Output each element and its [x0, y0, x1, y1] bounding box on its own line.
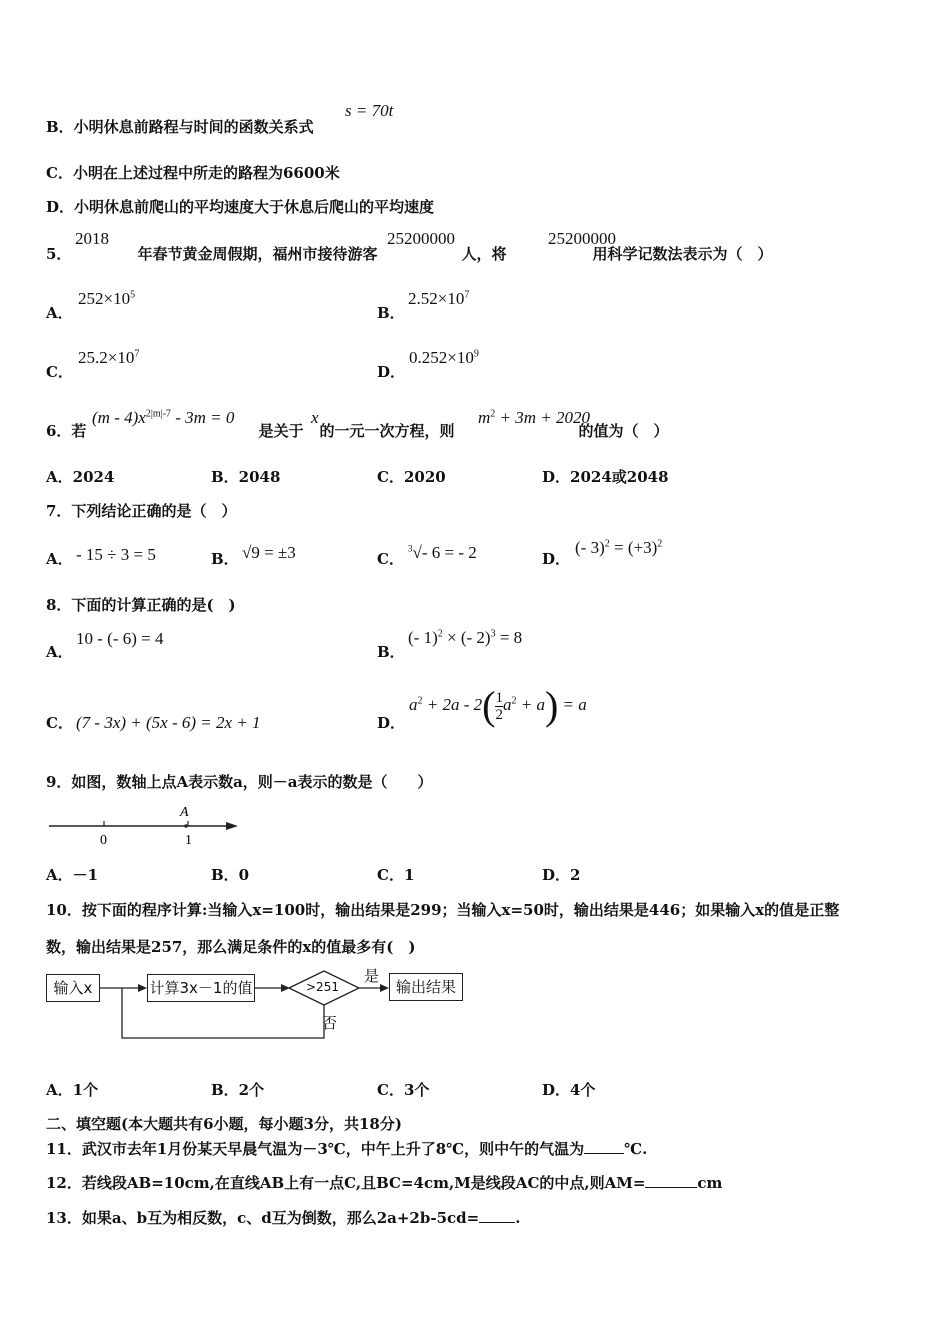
q8-option-a-math: 10 - (- 6) = 4 [76, 629, 164, 648]
q9-option-c: C．1 [377, 866, 415, 884]
q10-option-d: D．4个 [542, 1081, 596, 1099]
q8-stem: 8．下面的计算正确的是( ) [46, 596, 236, 614]
q7-option-c-label: C． [377, 550, 404, 568]
q5-option-b-label: B． [377, 304, 405, 322]
q13: 13．如果a、b互为相反数，c、d互为倒数，那么2a+2b-5cd= . [46, 1209, 521, 1227]
section-two-heading: 二、填空题(本大题共有6小题，每小题3分，共18分) [46, 1115, 402, 1133]
q10-option-b: B．2个 [211, 1081, 265, 1099]
number-line-figure [46, 800, 246, 848]
q10-stem-line1: 10．按下面的程序计算:当输入x=100时，输出结果是299；当输入x=50时，输出结果是446；如果输入x的值是正整 [46, 901, 840, 919]
q6-option-d: D．2024或2048 [542, 468, 669, 486]
point-a-label: A [180, 805, 189, 820]
q6-math-x: x [311, 408, 319, 427]
flowchart-condition: >251 [306, 980, 339, 994]
q7-option-d-math: (- $3)^2 = (+3)^2$ [575, 538, 663, 557]
q5-option-c-math: $25.2\times 10^7$ [78, 348, 140, 367]
arrow-right-icon [226, 822, 238, 830]
q7-option-c-math: $^3$√- 6 = - 2 [408, 543, 477, 562]
fraction-one-half: $\frac{1}{2}$ [495, 689, 503, 723]
q10-option-c: C．3个 [377, 1081, 430, 1099]
q4-option-b: B．小明休息前路程与时间的函数关系式 [46, 118, 314, 136]
q5-option-d-label: D． [377, 363, 406, 381]
q9-option-b: B．0 [211, 866, 250, 884]
flowchart-no-label: 否 [322, 1014, 338, 1032]
q7-option-b-math: √9 = ±3 [242, 543, 296, 562]
flowchart-input-box: 输入x [46, 974, 100, 1002]
q7-option-b-label: B． [211, 550, 239, 568]
q8-option-d-math: $a^2 + 2a - 2$( $\frac{1}{2}$ $a^2 + a) = a$ [409, 683, 587, 728]
q13-answer-blank[interactable] [479, 1208, 515, 1223]
q4-option-b-math: s = 70t [345, 101, 394, 120]
q6-option-c: C．2020 [377, 468, 446, 486]
q7-option-a-math: - 15 ÷ 3 = 5 [76, 545, 156, 564]
q7-stem: 7．下列结论正确的是（ ） [46, 502, 237, 520]
q6-option-a: A．2024 [46, 468, 115, 486]
q5-stem: 5． 年春节黄金周假期，福州市接待游客 人，将 用科学记数法表示为（ ） [46, 245, 773, 263]
q6-option-b: B．2048 [211, 468, 281, 486]
tick-one-label: 1 [185, 833, 192, 848]
q7-option-d-label: D． [542, 550, 571, 568]
q9-option-a: A．－1 [46, 866, 99, 884]
q9-option-d: D．2 [542, 866, 581, 884]
flowchart-calc-box: 计算3x－1的值 [147, 974, 255, 1002]
flowchart-yes-label: 是 [364, 967, 380, 985]
tick-zero-label: 0 [100, 833, 107, 848]
q5-math-number: 25200000 [387, 229, 455, 248]
q9-stem: 9．如图，数轴上点A表示数a，则－a表示的数是（ ） [46, 773, 433, 791]
q5-option-d-math: $0.252\times 10^9$ [409, 348, 479, 367]
q4-option-c: C．小明在上述过程中所走的路程为6600米 [46, 164, 340, 182]
q5-math-year: 2018 [75, 229, 109, 248]
q8-option-b-label: B． [377, 643, 405, 661]
q10-stem-line2: 数，输出结果是257，那么满足条件的x的值最多有( ) [46, 938, 416, 956]
q8-option-a-label: A． [46, 643, 73, 661]
flowchart-output-box: 输出结果 [389, 973, 463, 1001]
q12: 12．若线段AB=10cm,在直线AB上有一点C,且BC=4cm,M是线段AC的中点,则AM= cm [46, 1174, 723, 1192]
q5-math-number-2: 25200000 [548, 229, 616, 248]
q8-option-c-math: (7 - 3x) + (5x - 6) = 2x + 1 [76, 713, 261, 732]
q5-option-b-math: $2.52\times 10^7$ [408, 289, 470, 308]
q6-stem: 6．若 是关于 的一元一次方程，则 的值为（ ） [46, 422, 669, 440]
q5-option-a-math: $252\times 10^5$ [78, 289, 136, 308]
q6-math-equation: $(m - 4)x^{2|m|-7} - 3m = 0$ [92, 408, 235, 427]
q5-option-a-label: A． [46, 304, 73, 322]
q8-option-c-label: C． [46, 714, 73, 732]
q5-option-c-label: C． [46, 363, 73, 381]
q8-option-d-label: D． [377, 714, 406, 732]
q10-option-a: A．1个 [46, 1081, 99, 1099]
q8-option-b-math: (- 1)$^2$ × (- 2)$^3$ = 8 [408, 628, 523, 647]
q11-answer-blank[interactable] [584, 1139, 624, 1154]
q11: 11．武汉市去年1月份某天早晨气温为－3℃，中午上升了8℃，则中午的气温为 ℃. [46, 1140, 648, 1158]
q12-answer-blank[interactable] [645, 1173, 697, 1188]
q7-option-a-label: A． [46, 550, 73, 568]
q4-option-d: D．小明休息前爬山的平均速度大于休息后爬山的平均速度 [46, 198, 435, 216]
q6-math-expression: $m^2 + 3m + 2020$ [478, 408, 591, 427]
point-a-marker [184, 824, 188, 828]
